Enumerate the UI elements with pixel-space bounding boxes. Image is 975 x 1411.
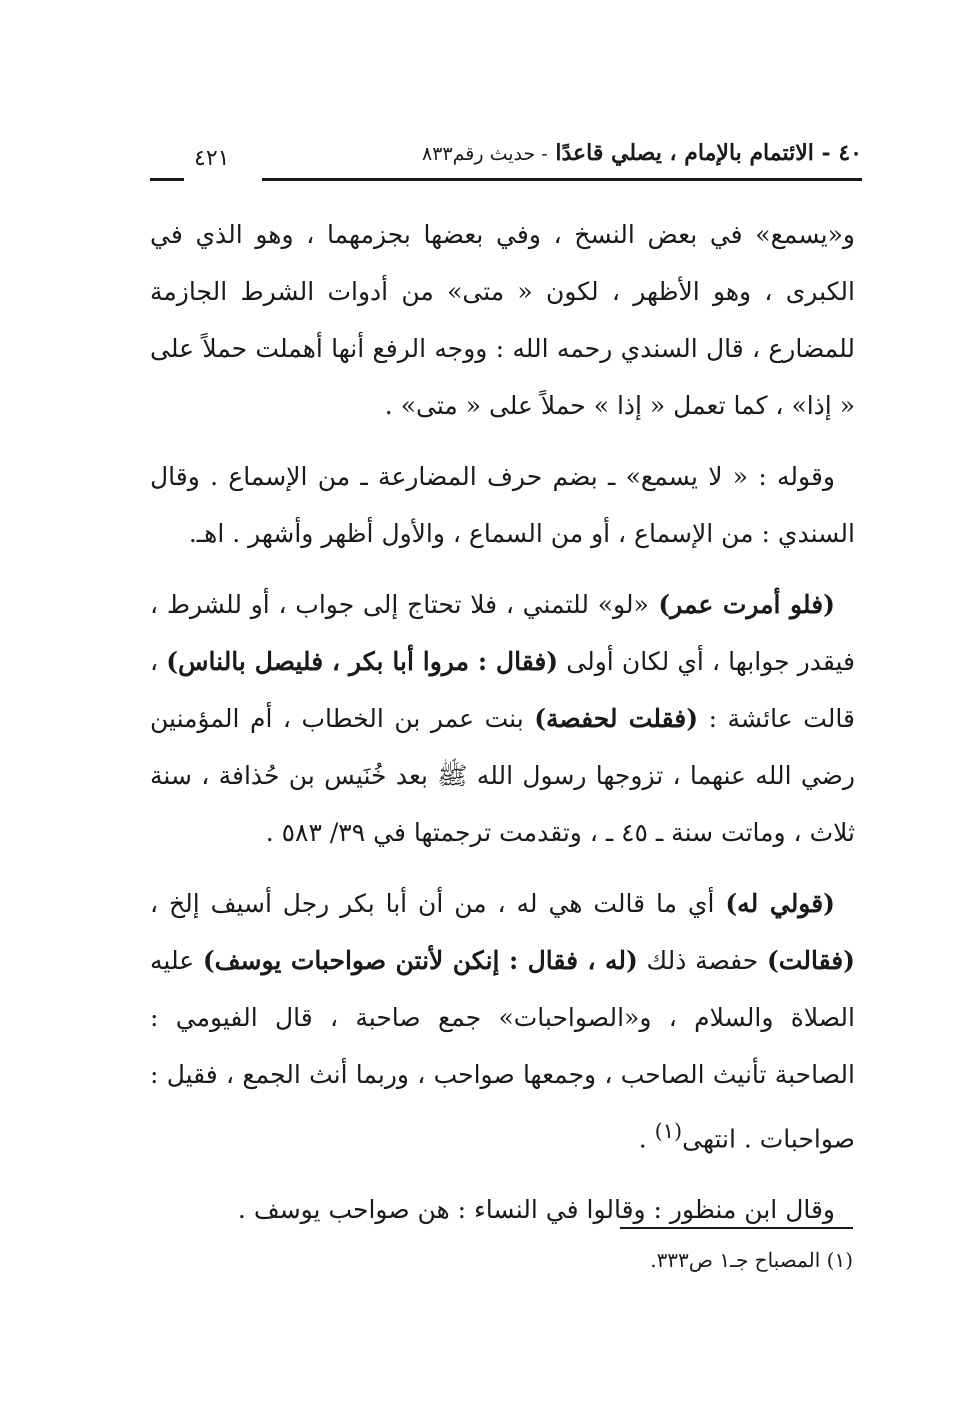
hadith-reference: - حديث رقم٨٣٣ [422, 143, 548, 165]
commentary-text: ، قالت عائشة : [150, 647, 855, 733]
quoted-hadith-text: (فقالت) [766, 946, 856, 975]
header-rule [262, 178, 862, 181]
footnote-marker: (١) [654, 1119, 683, 1143]
body-text [150, 206, 855, 1252]
quoted-hadith-text: (فلو أمرت عمر) [648, 590, 835, 619]
commentary-text: عليه الصلاة والسلام ، و«الصواحبات» جمع صاحبة ، قال الفيومي : الصاحبة تأنيث الصاحب ، وجمعها صواحب ، وربما أنث الجمع ، فقيل : صواحبات . انتهى [150, 946, 855, 1154]
commentary-text: حفصة ذلك [637, 946, 767, 975]
commentary-text: و«يسمع» في بعض النسخ ، وفي بعضها بجزمهما ، وهو الذي في الكبرى ، وهو الأظهر ، لكون « متى» من أدوات الشرط الجازمة للمضارع ، قال السندي رحمه الله : ووجه الرفع أنها أهملت حملاً على « إذا» ، كما تعمل « إذا » حملاً على « متى» . [150, 220, 855, 420]
commentary-text: «لو» للتمني ، فلا تحتاج إلى جواب ، أو للشرط ، فيقدر جوابها ، أي لكان أولى [150, 590, 856, 676]
commentary-text: . [638, 1124, 655, 1154]
chapter-heading [422, 140, 862, 166]
commentary-text: وقال ابن منظور : وقالوا في النساء : هن صواحب يوسف . [237, 1195, 835, 1225]
paragraph [150, 576, 855, 861]
quoted-hadith-text: (فقال : مروا أبا بكر ، فليصل بالناس) [166, 647, 559, 676]
chapter-title: ٤٠ - الائتمام بالإمام ، يصلي قاعدًا [555, 140, 862, 166]
paragraph [150, 1181, 855, 1238]
commentary-text: وقوله : « لا يسمع» ـ بضم حرف المضارعة ـ من الإسماع . وقال السندي : من الإسماع ، أو من السماع ، والأول أظهر وأشهر . اهـ. [150, 462, 855, 548]
quoted-hadith-text: (فقلت لحفصة) [534, 704, 699, 733]
commentary-text: أي ما قالت هي له ، من أن أبا بكر رجل أسيف إلخ ، [150, 889, 726, 918]
quoted-hadith-text: (قولي له) [725, 889, 835, 918]
page-number-rule [150, 178, 184, 181]
quoted-hadith-text: (له ، فقال : إنكن لأنتن صواحبات يوسف) [202, 946, 638, 975]
footnote: (١) المصباح جـ١ ص٣٣٣. [650, 1248, 853, 1272]
page-number: ٤٢١ [194, 146, 230, 171]
paragraph [150, 875, 855, 1167]
commentary-text: بنت عمر بن الخطاب ، أم المؤمنين رضي الله عنهما ، تزوجها رسول الله ﷺ بعد خُنَيس بن حُذافة ، سنة ثلاث ، وماتت سنة ـ ٤٥ ـ ، وتقدمت ترجمتها في ٣٩/ ٥٨٣ . [150, 704, 855, 847]
paragraph [150, 448, 855, 562]
running-header [150, 140, 862, 186]
footnote-separator [620, 1227, 853, 1229]
paragraph [150, 206, 855, 434]
